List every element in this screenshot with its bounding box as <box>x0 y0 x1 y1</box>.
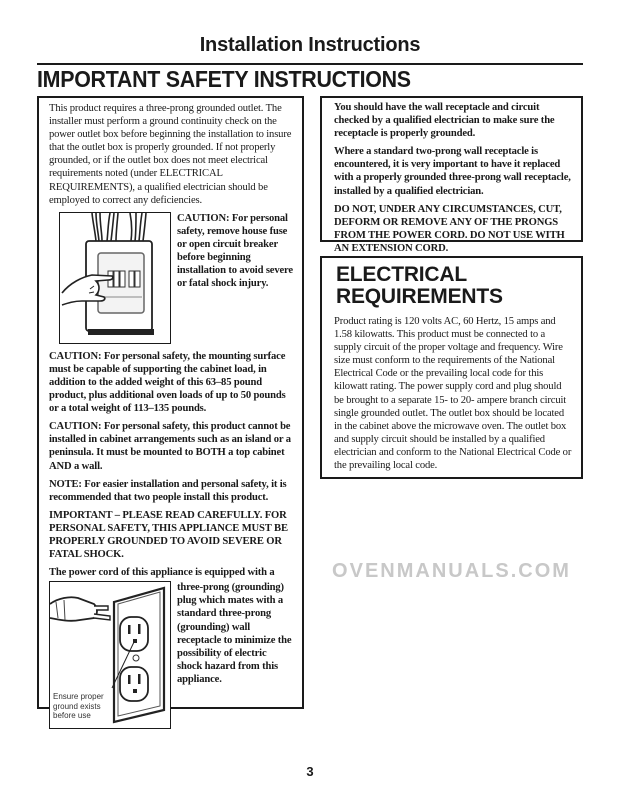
header-title: Installation Instructions <box>199 34 421 56</box>
heading-line-1: ELECTRICAL <box>336 263 467 286</box>
page-number: 3 <box>306 764 314 779</box>
electrical-requirements-body: Product rating is 120 volts AC, 60 Hertz, 15 amps and 1.58 kilowatts. This product must be connected to a supply circuit of the proper voltage and frequency. Wire size must conform to the requirements of the National Electrical Code or the prevailing local code for this kilowatt rating. The power supply cord and plug should be brought to a separate 15- to 20- ampere branch circuit single grounded outlet. The outlet box should be located in the cabinet above the microwave oven. The outlet box and supply circuit should be installed by a qualified electrician and conform to the National Electrical Code or the prevailing local code. <box>334 316 572 472</box>
electrical-requirements-heading <box>336 264 573 308</box>
circuit-breaker-panel-icon <box>60 213 169 342</box>
receptacle-check-paragraph: You should have the wall receptacle and circuit checked by a qualified electrician to make sure the receptacle is properly grounded. <box>334 102 555 140</box>
grounded-outlet-figure <box>49 581 171 729</box>
grounding-important-notice: IMPORTANT – PLEASE READ CAREFULLY. FOR PERSONAL SAFETY, THIS APPLIANCE MUST BE PROPERLY GROUNDED TO AVOID SEVERE OR FATAL SHOCK. <box>49 509 288 561</box>
electrical-requirements-box <box>320 256 583 479</box>
intro-paragraph: This product requires a three-prong grounded outlet. The installer must perform a ground continuity check on the power outlet box before beginning the installation to insure that the outlet box is properly grounded. If not properly grounded, or if the outlet box does not meet electrical requirements noted (under ELECTRICAL REQUIREMENTS), a qualified electrician should be employed to correct any deficiencies. <box>49 103 292 206</box>
safety-instructions-box <box>37 96 304 721</box>
cabinet-caution: CAUTION: For personal safety, this product cannot be installed in cabinet arrangements such as an island or a peninsula. It must be mounted to BOTH a top cabinet AND a wall. <box>49 421 291 472</box>
outlet-figure-caption: Ensure proper ground exists before use <box>53 692 104 721</box>
two-prong-paragraph: Where a standard two-prong wall receptacle is encountered, it is very important to have it replaced with a properly grounded three-prong wall receptacle, installed by a qualified electrician. <box>334 146 571 197</box>
page-heading: IMPORTANT SAFETY INSTRUCTIONS <box>37 66 411 92</box>
do-not-cut-prongs-warning: DO NOT, UNDER ANY CIRCUMSTANCES, CUT, DEFORM OR REMOVE ANY OF THE PRONGS FROM THE POWER CORD. DO NOT USE WITH AN EXTENSION CORD. <box>334 203 565 254</box>
breaker-figure-row <box>49 212 294 344</box>
two-people-note: NOTE: For easier installation and personal safety, it is recommended that two people install this product. <box>49 478 287 503</box>
heading-line-2: REQUIREMENTS <box>336 285 503 308</box>
watermark: OVENMANUALS.COM <box>332 560 571 582</box>
outlet-figure-text: three-prong (grounding) plug which mates with a standard three-prong (grounding) wall receptacle to minimize the possibility of electric shock hazard from this appliance. <box>177 582 292 685</box>
circuit-breaker-figure <box>59 212 171 344</box>
receptacle-warning-box <box>320 96 583 254</box>
outlet-figure-row <box>49 581 294 729</box>
breaker-caution-text: CAUTION: For personal safety, remove house fuse or open circuit breaker before beginning installation to avoid severe or fatal shock injury. <box>177 212 293 290</box>
power-cord-lead: The power cord of this appliance is equipped with a <box>49 567 275 579</box>
header-rule <box>37 63 583 65</box>
mounting-caution: CAUTION: For personal safety, the mounting surface must be capable of supporting the cabinet load, in addition to the added weight of this 63–85 pound product, plus additional oven loads of up to 50 pounds or a total weight of 113–135 pounds. <box>49 350 286 415</box>
